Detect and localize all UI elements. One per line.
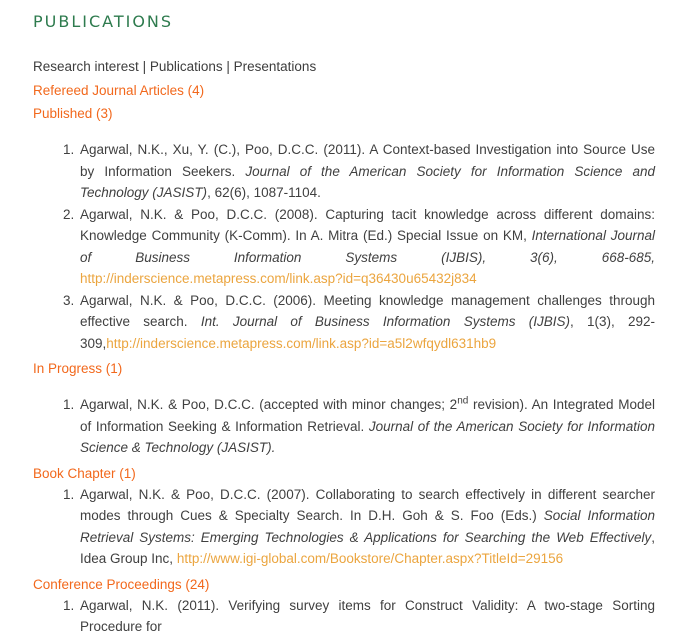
section-heading: Conference Proceedings (24)	[33, 576, 210, 592]
content-blocks	[33, 80, 655, 638]
publication-list	[33, 139, 655, 354]
citation-journal: Journal of the American Society for Information Science & Technology (JASIST).	[80, 418, 655, 455]
citation-text: revision). An Integrated Model of Information Seeking & Information Retrieval.	[80, 397, 655, 434]
citation-text: Agarwal, N.K. & Poo, D.C.C. (2008). Capturing tacit knowledge across different domains: Knowledge Community (K-Comm). In A. Mitra (Ed.) Special Issue on KM,	[80, 206, 655, 243]
publication-item	[78, 595, 655, 638]
page-title: PUBLICATIONS	[33, 12, 174, 31]
section-heading: In Progress (1)	[33, 361, 123, 376]
citation-journal: International Journal of Business Information Systems (IJBIS), 3(6), 668-685,	[80, 228, 655, 265]
nav-separator: |	[138, 59, 150, 74]
section-heading: Published (3)	[33, 106, 113, 121]
citation-text: , Idea Group Inc,	[80, 529, 655, 566]
publication-item	[78, 394, 655, 459]
nav-separator: |	[222, 59, 234, 74]
citation-journal: Journal of the American Society for Information Science and Technology (JASIST)	[80, 163, 655, 200]
section-heading: Book Chapter (1)	[33, 465, 136, 481]
superscript: nd	[457, 395, 469, 407]
nav	[33, 58, 655, 76]
publication-list	[33, 595, 655, 638]
publication-item	[78, 139, 655, 204]
citation-text: , 1(3), 292-309,	[80, 314, 655, 351]
nav-item-research-interest[interactable]: Research interest	[33, 59, 139, 74]
citation-text: , 62(6), 1087-1104.	[207, 185, 321, 200]
citation-text: Agarwal, N.K., Xu, Y. (C.), Poo, D.C.C. (2011). A Context-based Investigation into Source Use by Information Seekers.	[80, 142, 655, 179]
publication-item	[78, 484, 655, 570]
publication-item	[78, 290, 655, 355]
citation-link[interactable]: http://www.igi-global.com/Bookstore/Chapter.aspx?TitleId=29156	[176, 551, 564, 566]
citation-journal: Int. Journal of Business Information Systems (IJBIS)	[200, 314, 570, 329]
citation-text: Agarwal, N.K. (2011). Verifying survey items for Construct Validity: A two-stage Sorting Procedure for	[80, 597, 655, 634]
citation-text: Agarwal, N.K. & Poo, D.C.C. (2006). Meeting knowledge management challenges through effective search.	[80, 292, 655, 329]
citation-link[interactable]: http://inderscience.metapress.com/link.asp?id=a5l2wfqydl631hb9	[106, 335, 497, 351]
citation-text: Agarwal, N.K. & Poo, D.C.C. (accepted with minor changes; 2	[80, 397, 458, 412]
citation-journal: Social Information Retrieval Systems: Emerging Technologies & Applications for Searching the Web Effectively	[80, 508, 655, 545]
citation-link[interactable]: http://inderscience.metapress.com/link.asp?id=q36430u65432j834	[80, 271, 477, 286]
section-heading: Refereed Journal Articles (4)	[33, 83, 205, 98]
publication-item	[78, 204, 655, 290]
publication-list	[33, 484, 655, 570]
publication-list	[33, 394, 655, 459]
nav-item-presentations[interactable]: Presentations	[233, 59, 317, 74]
citation-text: Agarwal, N.K. & Poo, D.C.C. (2007). Collaborating to search effectively in different searcher modes through Cues & Specialty Search. In D.H. Goh & S. Foo (Eds.)	[80, 486, 655, 523]
nav-item-publications[interactable]: Publications	[149, 59, 223, 74]
